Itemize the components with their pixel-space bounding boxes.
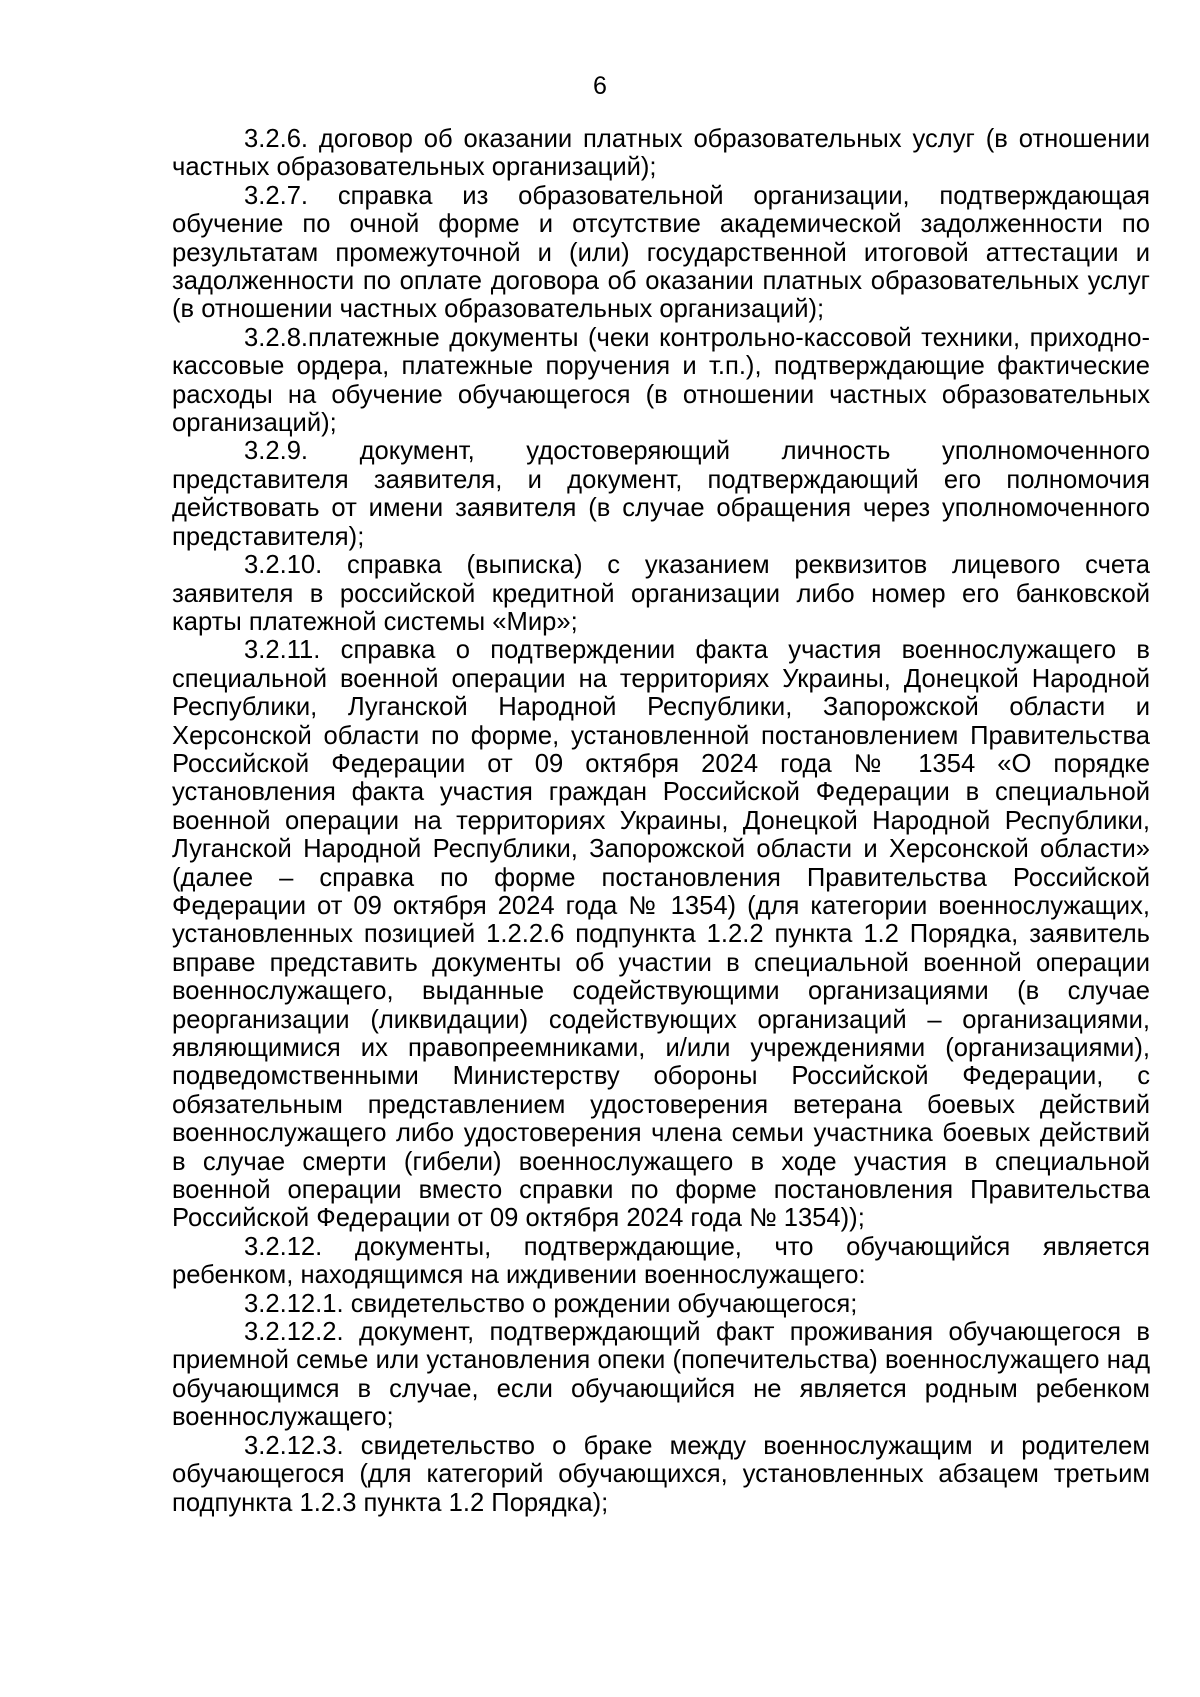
page-number: 6 [593, 72, 607, 100]
paragraph-3-2-12-1: 3.2.12.1. свидетельство о рождении обучающегося; [244, 1289, 858, 1318]
paragraph-3-2-11: 3.2.11. справка о подтверждении факта участия военнослужащего в специальной военной операции на территориях Украины, Донецкой Народной Республики, Луганской Народной Республики, Запорожской области и Херсонской области по форме, установленной постановлением Правительства Российской Федерации от 09 октября 2024 года № 1354 «О порядке установления факта участия граждан Российской Федерации в специальной военной операции на территориях Украины, Донецкой Народной Республики, Луганской Народной Республики, Запорожской области и Херсонской области» (далее – справка по форме постановления Правительства Российской Федерации от 09 октября 2024 года № 1354) (для категории военнослужащих, установленных позицией 1.2.2.6 подпункта 1.2.2 пункта 1.2 Порядка, заявитель вправе представить документы об участии в специальной военной операции военнослужащего, выданные содействующими организациями (в случае реорганизации (ликвидации) содействующих организаций – организациями, являющимися их правопреемниками, и/или учреждениями (организациями), подведомственными Министерству обороны Российской Федерации, с обязательным представлением удостоверения ветерана боевых действий военнослужащего либо удостоверения члена семьи участника боевых действий в случае смерти (гибели) военнослужащего в ходе участия в специальной военной операции вместо справки по форме постановления Правительства Российской Федерации от 09 октября 2024 года № 1354)); [172, 636, 1150, 1233]
paragraph-3-2-12: 3.2.12. документы, подтверждающие, что обучающийся является ребенком, находящимся на иждивении военнослужащего: [172, 1232, 1150, 1290]
document-body [172, 125, 1150, 1517]
paragraph-3-2-7: 3.2.7. справка из образовательной организации, подтверждающая обучение по очной форме и отсутствие академической задолженности по результатам промежуточной и (или) государственной итоговой аттестации и задолженности по оплате договора об оказании платных образовательных услуг (в отношении частных образовательных организаций); [172, 181, 1150, 324]
paragraph-3-2-6: 3.2.6. договор об оказании платных образовательных услуг (в отношении частных образовательных организаций); [172, 125, 1150, 182]
paragraph-3-2-10: 3.2.10. справка (выписка) с указанием реквизитов лицевого счета заявителя в российской кредитной организации либо номер его банковской карты платежной системы «Мир»; [172, 551, 1150, 636]
paragraph-3-2-12-3: 3.2.12.3. свидетельство о браке между военнослужащим и родителем обучающегося (для категорий обучающихся, установленных абзацем третьим подпункта 1.2.3 пункта 1.2 Порядка); [172, 1431, 1150, 1517]
paragraph-3-2-12-2: 3.2.12.2. документ, подтверждающий факт проживания обучающегося в приемной семье или установления опеки (попечительства) военнослужащего над обучающимся в случае, если обучающийся не является родным ребенком военнослужащего; [172, 1318, 1150, 1432]
paragraph-3-2-8: 3.2.8.платежные документы (чеки контрольно-кассовой техники, приходно-кассовые ордера, платежные поручения и т.п.), подтверждающие фактические расходы на обучение обучающегося (в отношении частных образовательных организаций); [172, 323, 1150, 438]
paragraph-3-2-9: 3.2.9. документ, удостоверяющий личность уполномоченного представителя заявителя, и документ, подтверждающий его полномочия действовать от имени заявителя (в случае обращения через уполномоченного представителя); [172, 437, 1150, 551]
